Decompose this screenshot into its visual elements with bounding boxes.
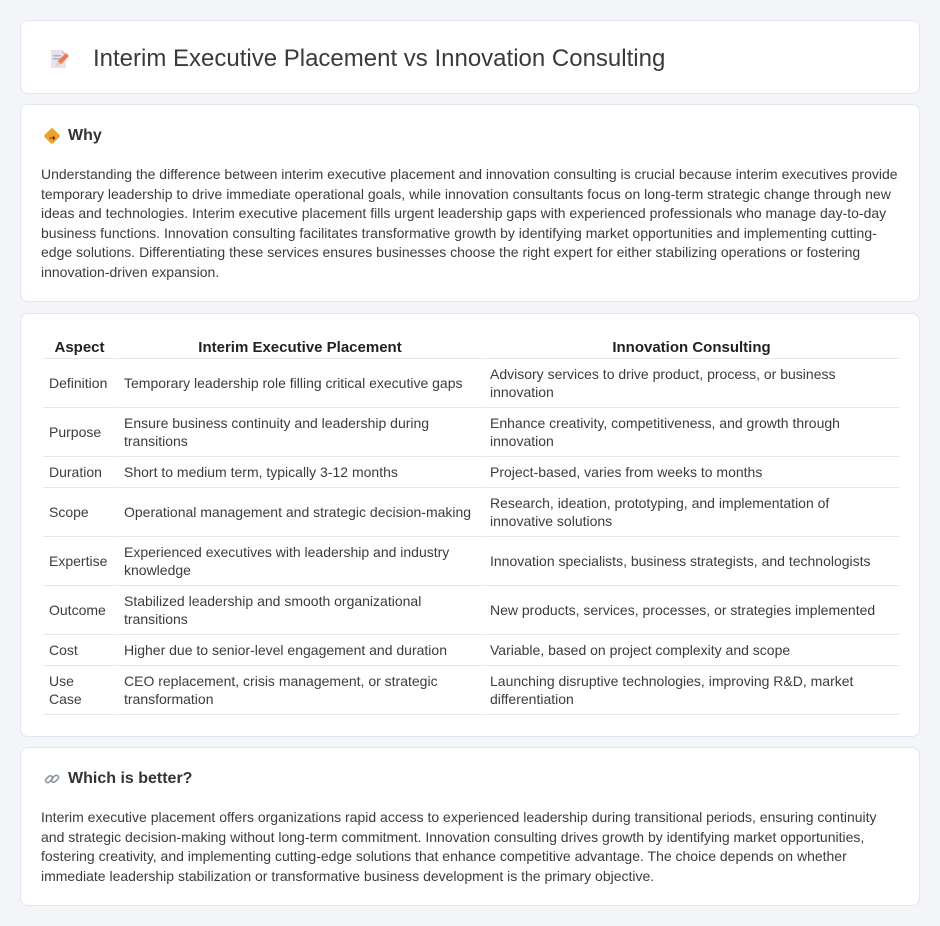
interim-cell: Stabilized leadership and smooth organizational transitions xyxy=(116,586,482,635)
innovation-cell: Innovation specialists, business strategists, and technologists xyxy=(482,537,899,586)
why-section xyxy=(20,104,920,302)
document-pencil-icon xyxy=(47,47,71,71)
comparison-table xyxy=(43,336,899,715)
interim-cell: CEO replacement, crisis management, or strategic transformation xyxy=(116,666,482,715)
comparison-table-card xyxy=(20,313,920,737)
interim-cell: Experienced executives with leadership and industry knowledge xyxy=(116,537,482,586)
table-row xyxy=(43,666,899,715)
aspect-cell: Scope xyxy=(43,488,116,537)
why-text: Understanding the difference between interim executive placement and innovation consulting is crucial because interim executives provide temporary leadership to drive immediate operational goals, while innovation consultants focus on long-term strategic change through new ideas and technologies. Interim executive placement fills urgent leadership gaps with experienced professionals who manage day-to-day business functions. Innovation consulting facilitates transformative growth by identifying market opportunities and implementing cutting-edge solutions. Differentiating these services ensures businesses choose the right expert for either stabilizing operations or fostering innovation-driven expansion. xyxy=(41,166,898,280)
page-title: Interim Executive Placement vs Innovation Consulting xyxy=(93,45,666,72)
table-row xyxy=(43,537,899,586)
aspect-cell: Cost xyxy=(43,635,116,666)
table-row xyxy=(43,586,899,635)
diamond-sign-icon xyxy=(43,127,61,145)
interim-cell: Higher due to senior-level engagement and duration xyxy=(116,635,482,666)
aspect-cell: Outcome xyxy=(43,586,116,635)
innovation-cell: Project-based, varies from weeks to months xyxy=(482,457,899,488)
interim-cell: Short to medium term, typically 3-12 months xyxy=(116,457,482,488)
link-icon xyxy=(43,770,61,788)
table-row xyxy=(43,457,899,488)
header-aspect: Aspect xyxy=(43,336,116,359)
aspect-cell: Duration xyxy=(43,457,116,488)
header-interim: Interim Executive Placement xyxy=(116,336,482,359)
which-is-better-section xyxy=(20,747,920,906)
aspect-cell: Use Case xyxy=(43,666,116,715)
innovation-cell: Launching disruptive technologies, improving R&D, market differentiation xyxy=(482,666,899,715)
innovation-cell: Enhance creativity, competitiveness, and growth through innovation xyxy=(482,408,899,457)
table-header-row xyxy=(43,336,899,359)
table-row xyxy=(43,408,899,457)
why-heading-row xyxy=(43,127,102,145)
header-innovation: Innovation Consulting xyxy=(482,336,899,359)
innovation-cell: New products, services, processes, or strategies implemented xyxy=(482,586,899,635)
better-heading-row xyxy=(43,770,192,788)
innovation-cell: Variable, based on project complexity and scope xyxy=(482,635,899,666)
better-text: Interim executive placement offers organizations rapid access to experienced leadership during transitional periods, ensuring continuity and strategic decision-making without long-term commitment. Innovation consulting drives growth by identifying market opportunities, fostering creativity, and implementing cutting-edge solutions that enhance competitive advantage. The choice depends on whether immediate leadership stabilization or transformative business development is the primary objective. xyxy=(41,809,877,884)
aspect-cell: Expertise xyxy=(43,537,116,586)
innovation-cell: Research, ideation, prototyping, and implementation of innovative solutions xyxy=(482,488,899,537)
aspect-cell: Purpose xyxy=(43,408,116,457)
title-card xyxy=(20,20,920,94)
better-heading: Which is better? xyxy=(68,770,193,787)
interim-cell: Operational management and strategic decision-making xyxy=(116,488,482,537)
aspect-cell: Definition xyxy=(43,359,116,408)
why-heading: Why xyxy=(68,127,102,144)
table-row xyxy=(43,488,899,537)
table-row xyxy=(43,635,899,666)
interim-cell: Ensure business continuity and leadership during transitions xyxy=(116,408,482,457)
innovation-cell: Advisory services to drive product, process, or business innovation xyxy=(482,359,899,408)
interim-cell: Temporary leadership role filling critical executive gaps xyxy=(116,359,482,408)
table-row xyxy=(43,359,899,408)
